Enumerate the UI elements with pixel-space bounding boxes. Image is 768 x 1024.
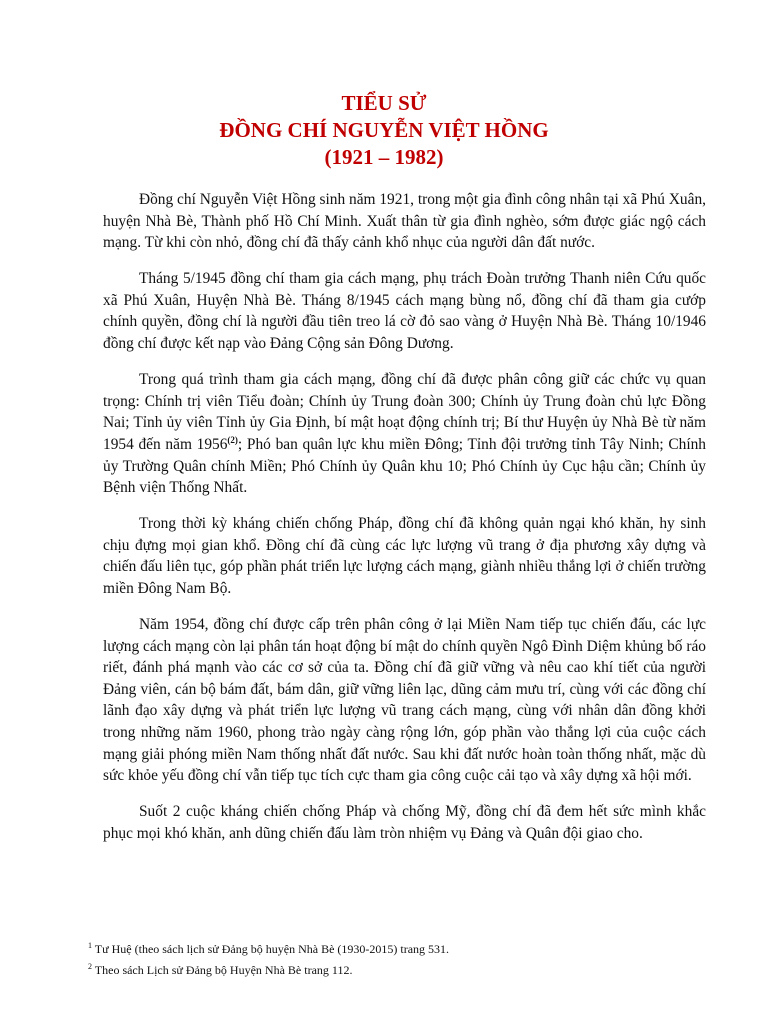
footnote-1 [88,939,708,960]
title-line-3: (1921 – 1982) [324,145,444,169]
paragraph-positions [103,369,706,499]
document-title [0,90,768,171]
biography-body [103,189,706,859]
paragraph-summary: Suốt 2 cuộc kháng chiến chống Pháp và chống Mỹ, đồng chí đã đem hết sức mình khắc phục mọi khó khăn, anh dũng chiến đấu làm tròn nhiệm vụ Đảng và Quân đội giao cho. [103,803,706,842]
paragraph-positions-text-start: Trong quá trình tham gia cách mạng, đồng chí đã được phân công giữ các chức vụ quan trọng: Chính trị viên Tiểu đoàn; Chính ủy Trung đoàn 300; Chính ủy Trung đoàn chủ lực Đồng Nai; Tỉnh ủy viên Tỉnh ủy Gia Định, bí mật hoạt động chính trị; Bí thư Huyện ủy Nhà Bè từ năm 1954 đến năm 1956 [103,371,706,453]
paragraph-positions-text-end: ; Phó ban quân lực khu miền Đông; Tỉnh đội trưởng tỉnh Tây Ninh; Chính ủy Trường Quân chính Miền; Phó Chính ủy Quân khu 10; Phó Chính ủy Cục hậu cần; Chính ủy Bệnh viện Thống Nhất. [103,435,707,497]
footnote-2-text: Theo sách Lịch sử Đảng bộ Huyện Nhà Bè trang 112. [92,963,353,977]
footnote-1-text: Tư Huệ (theo sách lịch sử Đảng bộ huyện Nhà Bè (1930-2015) trang 531. [92,942,450,956]
paragraph-revolution: Tháng 5/1945 đồng chí tham gia cách mạng, phụ trách Đoàn trưởng Thanh niên Cứu quốc xã Phú Xuân, Huyện Nhà Bè. Tháng 8/1945 cách mạng bùng nổ, đồng chí đã tham gia cướp chính quyền, đồng chí là người đầu tiên treo lá cờ đỏ sao vàng ở Huyện Nhà Bè. Tháng 10/1946 đồng chí được kết nạp vào Đảng Cộng sản Đông Dương. [103,270,706,353]
paragraph-french-war: Trong thời kỳ kháng chiến chống Pháp, đồng chí đã không quản ngại khó khăn, hy sinh chịu đựng mọi gian khổ. Đồng chí đã cùng các lực lượng vũ trang ở địa phương xây dựng và chiến đấu liên tục, góp phần phát triển lực lượng cách mạng, giành nhiều thắng lợi ở chiến trường miền Đông Nam Bộ. [103,515,706,597]
title-line-2: ĐỒNG CHÍ NGUYỄN VIỆT HỒNG [219,118,549,142]
paragraph-1954: Năm 1954, đồng chí được cấp trên phân công ở lại Miền Nam tiếp tục chiến đấu, các lực lượng cách mạng còn lại phân tán hoạt động bí mật do chính quyền Ngô Đình Diệm khủng bố ráo riết, đánh phá mạnh vào các cơ sở của ta. Đồng chí đã giữ vững và nêu cao khí tiết của người Đảng viên, cán bộ bám đất, bám dân, giữ vững liên lạc, dũng cảm mưu trí, cùng với các đồng chí lãnh đạo xây dựng và phát triển lực lượng vũ trang cách mạng, cùng với nhân dân đồng khởi trong những năm 1960, phong trào ngày càng rộng lớn, góp phần vào thắng lợi của cuộc cách mạng giải phóng miền Nam thống nhất đất nước. Sau khi đất nước hoàn toàn thống nhất, mặc dù sức khỏe yếu đồng chí vẫn tiếp tục tích cực tham gia công cuộc cải tạo và xây dựng xã hội mới. [103,616,706,785]
footnote-1-marker: 1 [88,941,92,950]
title-line-1: TIỂU SỬ [341,91,427,115]
footnote-2 [88,960,708,981]
footnote-2-marker: 2 [88,962,92,971]
footnotes [88,939,708,981]
paragraph-birth: Đồng chí Nguyễn Việt Hồng sinh năm 1921, trong một gia đình công nhân tại xã Phú Xuân, huyện Nhà Bè, Thành phố Hồ Chí Minh. Xuất thân từ gia đình nghèo, sớm được giác ngộ cách mạng. Từ khi còn nhỏ, đồng chí đã thấy cảnh khổ nhục của người dân đất nước. [103,191,706,252]
footnote-reference: (2) [227,434,238,445]
